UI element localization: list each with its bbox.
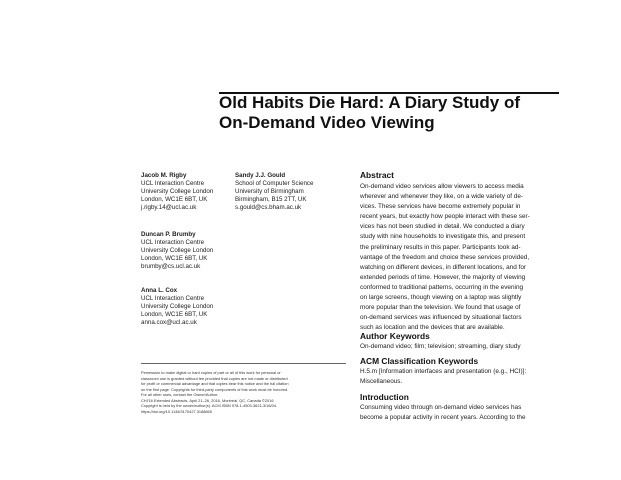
permission-line: classroom use is granted without fee provided that copies are not made or distributed [141,375,288,381]
keywords-heading: Author Keywords [360,331,430,341]
permission-line: for profit or commercial advantage and that copies bear this notice and the full citation [141,381,289,386]
keywords-text [360,342,521,352]
author-block-gould [235,172,313,211]
author-name: Anna L. Cox [141,287,178,294]
abstract-line: on-demand services was influenced by situational factors [360,314,522,322]
permission-line: Copyright is held by the owner/author(s). ACM ISBN 978-1-4503-3621-3/16/04. [141,403,278,408]
acm-line: H.5.m [Information interfaces and presentation (e.g., HCI)]: [360,368,527,375]
keywords-line: On-demand video; film; television; streaming, diary study [360,343,521,350]
abstract-line: watching on different devices, in different locations, and for [360,263,527,271]
abstract-line: more popular than the television. We found that usage of [360,304,521,312]
title-line: On-Demand Video Viewing [219,113,435,132]
author-affiliation: University College London [141,188,214,196]
abstract-line: vices. These services have become extremely popular in [360,203,521,211]
author-name: Duncan P. Brumby [141,231,196,238]
author-address: London, WC1E 6BT, UK [141,195,208,203]
author-address: London, WC1E 6BT, UK [141,254,208,262]
author-affiliation: University of Birmingham [235,188,304,196]
acm-text [360,367,526,387]
abstract-line: On-demand video services allow viewers to access media [360,183,524,190]
author-name: Jacob M. Rigby [141,172,187,179]
introduction-line: Consuming video through on-demand video services has [360,404,522,411]
abstract-line: wherever and whenever they like, on a wide variety of de- [360,193,524,201]
author-email: anna.cox@ucl.ac.uk [141,318,197,326]
author-email: brumby@cs.ucl.ac.uk [141,262,201,270]
title-line: Old Habits Die Hard: A Diary Study of [219,93,521,112]
abstract-line: vantage of the freedom and choice these services provided, [360,253,530,261]
permission-line: CHI'16 Extended Abstracts, April 21–26, 2016, Montréal, QC, Canada ©2016 [141,397,274,403]
author-block-rigby [141,172,213,211]
abstract-heading: Abstract [360,170,394,180]
author-block-brumby [141,231,213,270]
author-affiliation: School of Computer Science [235,180,314,188]
permission-line: Permission to make digital or hard copies of part or all of this work for personal or [141,370,281,375]
author-affiliation: University College London [141,247,214,255]
introduction-text [360,403,526,423]
author-block-cox [141,287,213,326]
author-affiliation: UCL Interaction Centre [141,295,205,303]
introduction-line: become a popular activity in recent years. According to the [360,414,526,422]
abstract-line: extended periods of time. However, the majority of viewing [360,273,526,281]
abstract-line: the preliminary results in this paper. Participants took ad- [360,243,521,251]
acm-line: Miscellaneous. [360,378,403,386]
abstract-line: recent years, but exactly how people interact with these ser- [360,213,530,221]
author-name: Sandy J.J. Gould [235,172,286,179]
abstract-line: on large screens, though viewing on a laptop was slightly [360,294,522,302]
permission-notice [141,363,346,414]
abstract-line: vices has not been studied in detail. We conducted a diary [360,223,525,231]
abstract-line: study with nine households to investigate this, and present [360,233,526,241]
author-email: j.rigby.14@ucl.ac.uk [141,203,197,211]
abstract-text [360,182,530,333]
paper-title [219,93,559,133]
author-affiliation: UCL Interaction Centre [141,239,205,247]
permission-line: on the first page. Copyrights for third-party components of this work must be honored. [141,386,289,392]
author-affiliation: UCL Interaction Centre [141,180,205,188]
author-address: Birmingham, B15 2TT, UK [235,195,307,203]
abstract-line: conformed to traditional patterns, occurring in the evening [360,283,524,291]
permission-line: For all other uses, contact the Owner/Author. [141,392,219,397]
author-email: s.gould@cs.bham.ac.uk [235,203,302,211]
author-affiliation: University College London [141,303,214,311]
abstract-line: such as location and the devices that are available. [360,324,505,332]
introduction-heading: Introduction [360,392,409,402]
acm-heading: ACM Classification Keywords [360,356,479,366]
doi-link[interactable]: https://doi.org/10.1145/3170427.3188665 [141,408,212,414]
author-address: London, WC1E 6BT, UK [141,310,208,318]
